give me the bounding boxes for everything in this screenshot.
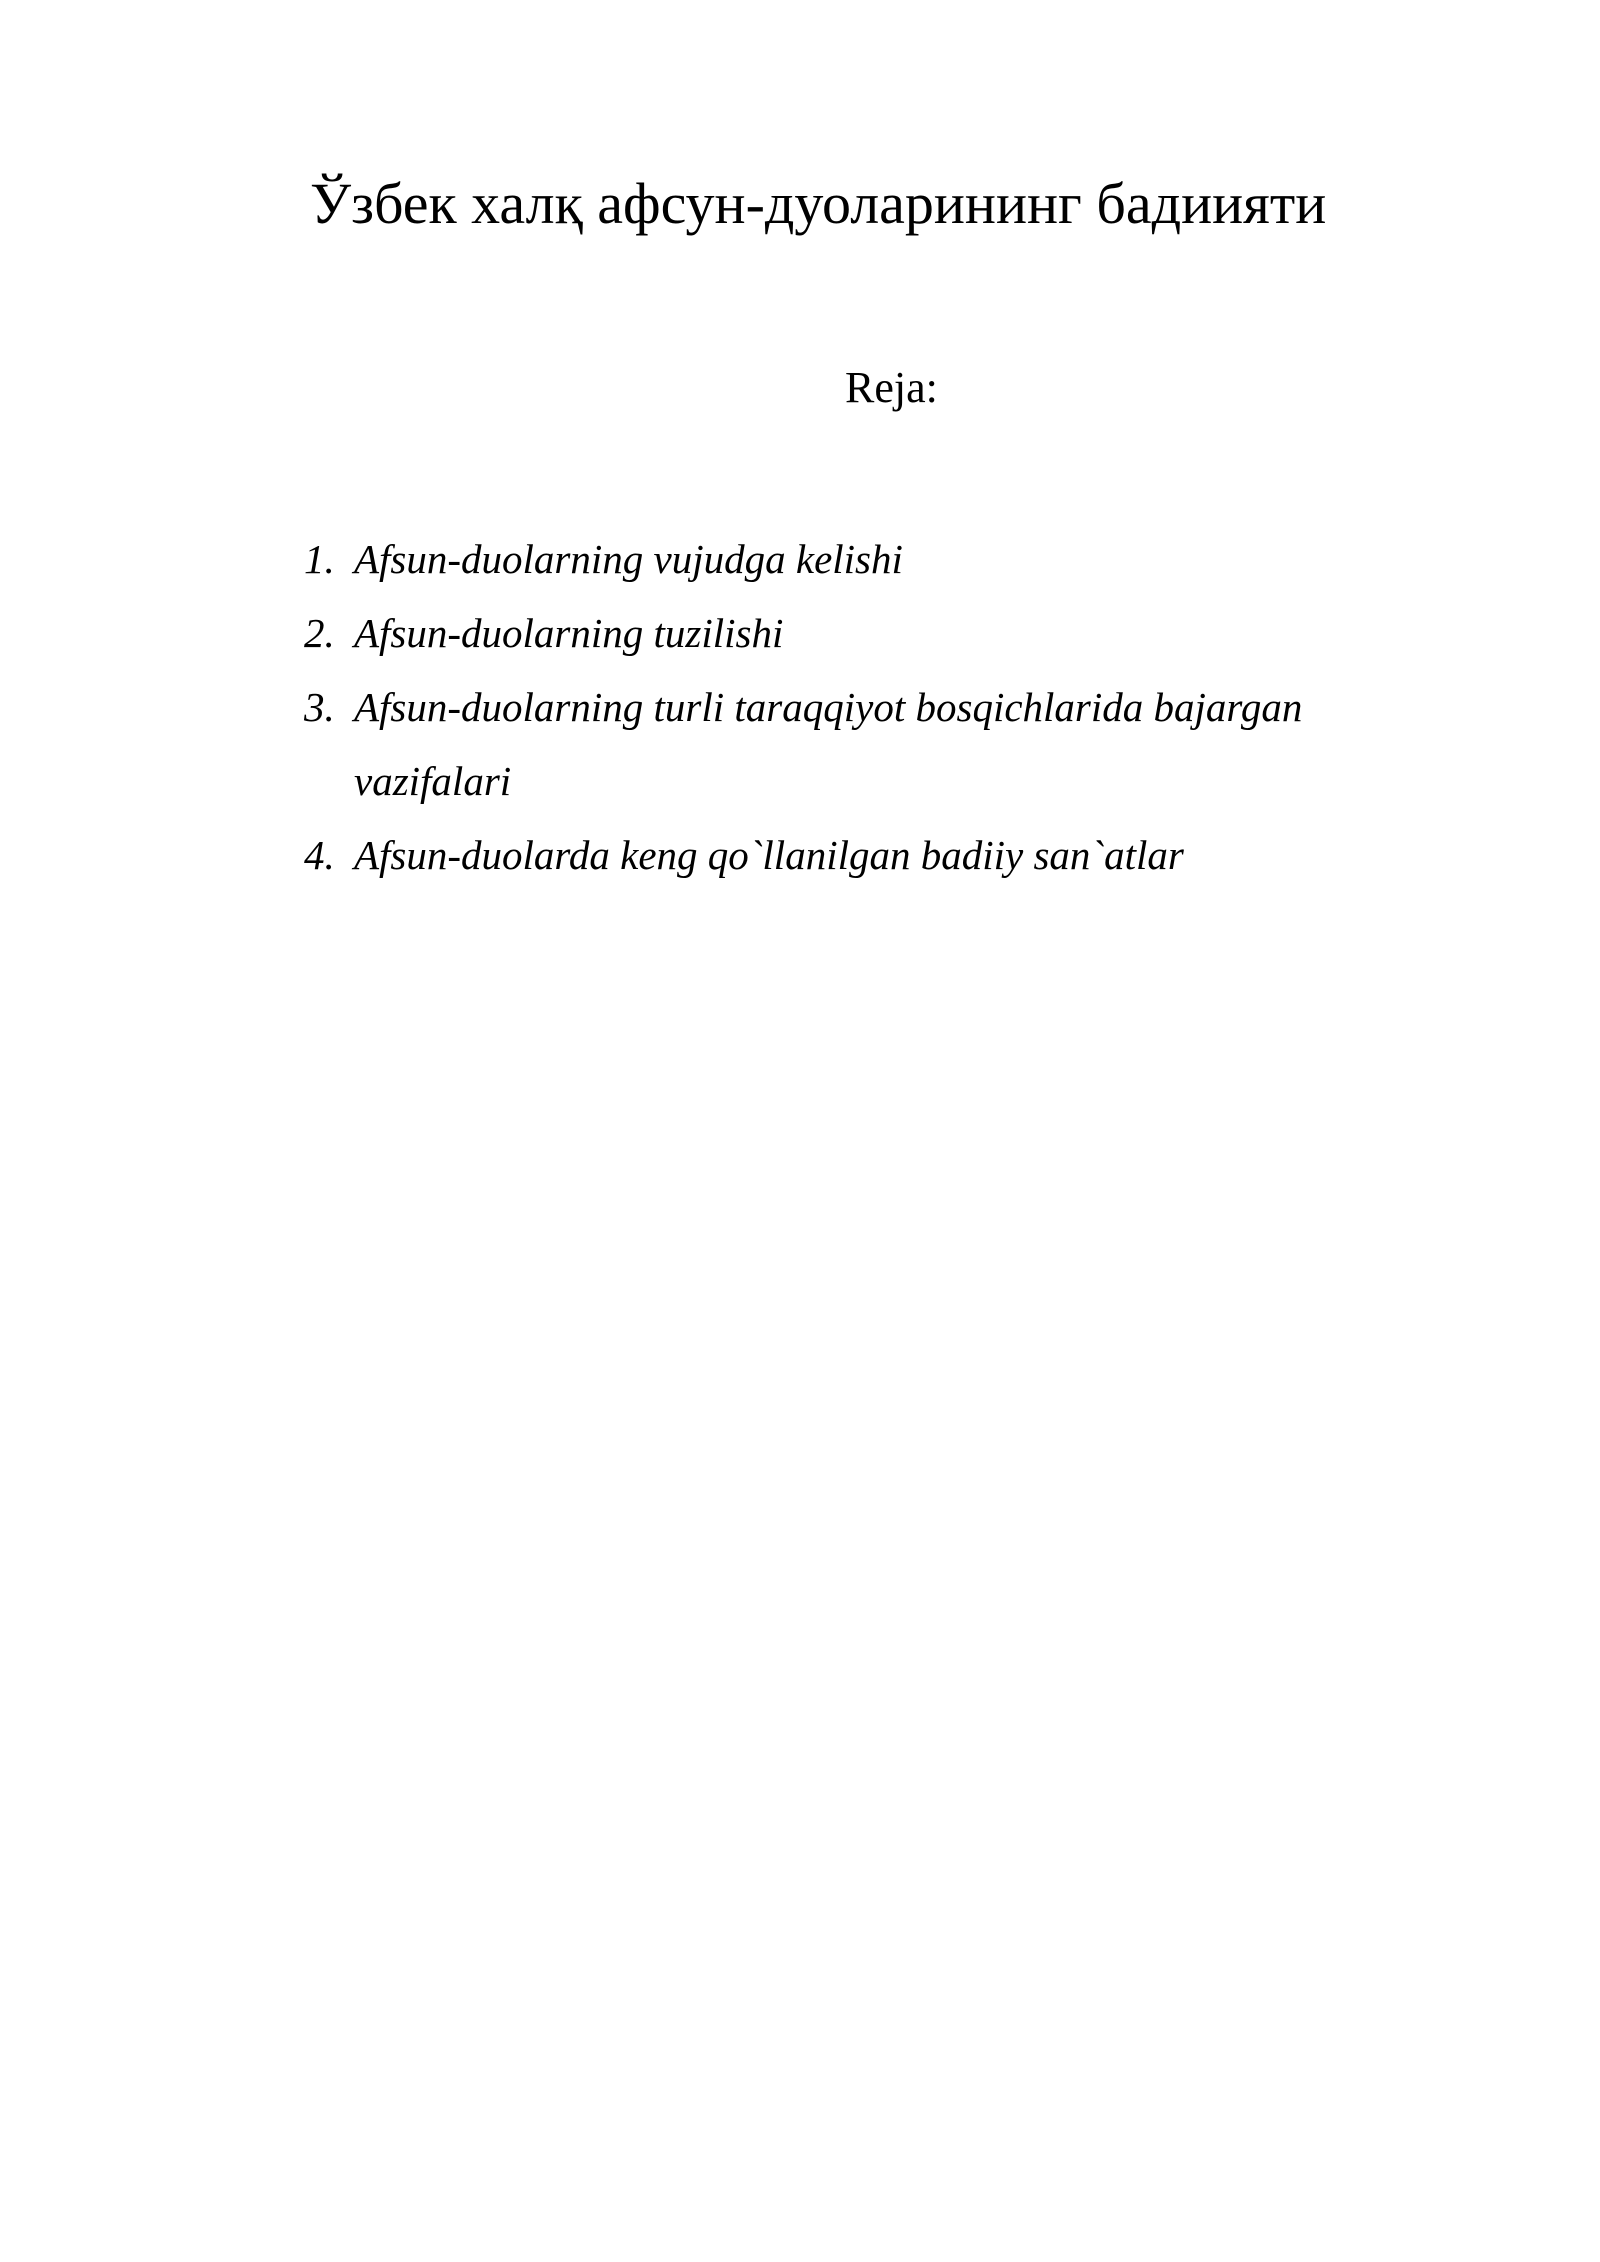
plan-item-number: 3. [304,684,335,730]
plan-item-text: Afsun-duolarning tuzilishi [354,610,784,656]
plan-item-number: 4. [304,832,335,878]
plan-item-1 [304,522,1394,596]
plan-item-number: 2. [304,610,335,656]
plan-item-3 [304,670,1394,818]
plan-item-text: Afsun-duolarda keng qo`llanilgan badiiy san`atlar [354,832,1184,878]
document-title: Ўзбек халқ афсун-дуоларининг бадиияти [310,171,1327,236]
plan-item-4 [304,818,1394,892]
plan-item-text: Afsun-duolarning turli taraqqiyot bosqichlarida bajargan vazifalari [354,684,1303,804]
plan-heading: Reja: [845,363,938,412]
plan-item-text: Afsun-duolarning vujudga kelishi [354,536,903,582]
plan-list [304,522,1394,892]
plan-item-2 [304,596,1394,670]
plan-item-number: 1. [304,536,335,582]
